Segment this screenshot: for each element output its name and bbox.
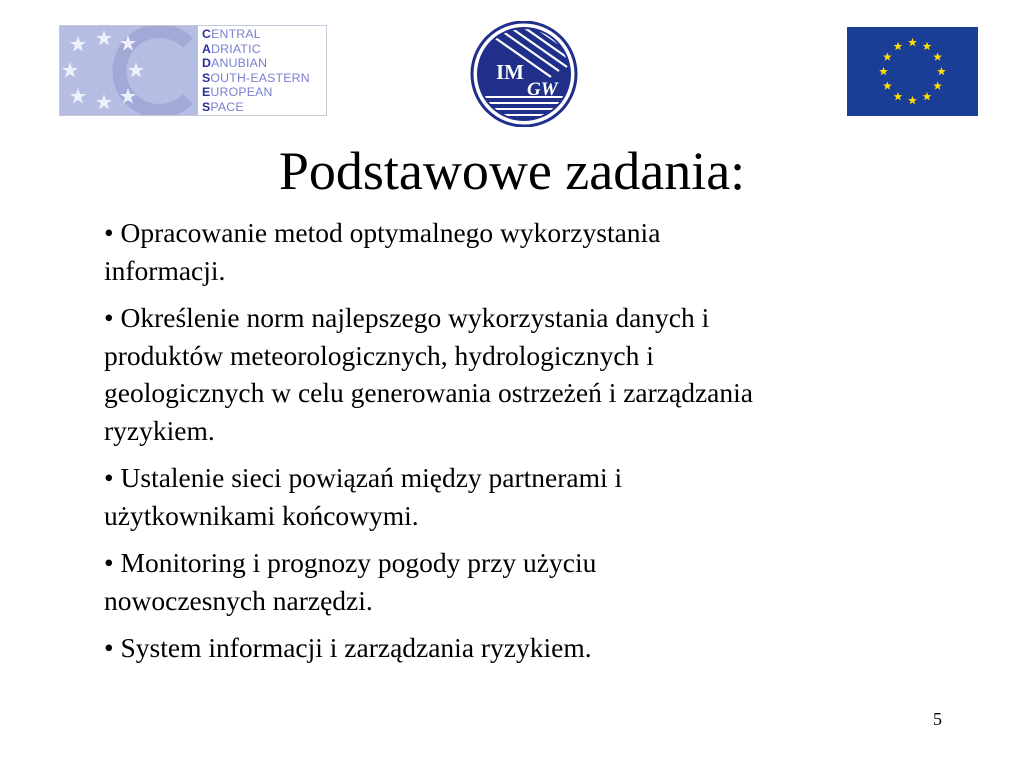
eu-star-icon — [937, 67, 946, 75]
bullet-line: informacji. — [104, 254, 226, 286]
bullet-list — [104, 214, 944, 677]
bullet-line: produktów meteorologicznych, hydrologicznych i — [104, 339, 654, 371]
bullet-item — [104, 459, 944, 534]
bullet-line: • Określenie norm najlepszego wykorzystania danych i — [104, 302, 710, 333]
cadses-line: DANUBIAN — [202, 56, 268, 71]
cadses-emblem-icon — [60, 26, 198, 115]
eu-star-icon — [933, 52, 942, 60]
bullet-line: geologicznych w celu generowania ostrzeżeń i zarządzania — [104, 377, 753, 408]
eu-star-icon — [894, 42, 903, 50]
bullet-line: użytkownikami końcowymi. — [104, 499, 419, 531]
imgw-text-bottom: GW — [527, 79, 558, 100]
bullet-line: ryzykiem. — [104, 414, 215, 446]
cadses-logo — [59, 25, 327, 116]
cadses-line: ADRIATIC — [202, 41, 261, 56]
bullet-line: • Monitoring i prognozy pogody przy użyciu — [104, 547, 597, 578]
cadses-line: CENTRAL — [202, 27, 261, 41]
imgw-logo — [469, 21, 579, 127]
cadses-line: SPACE — [202, 99, 244, 114]
bullet-line: nowoczesnych narzędzi. — [104, 584, 373, 616]
eu-star-icon — [923, 42, 932, 50]
bullet-line: • Opracowanie metod optymalnego wykorzystania — [104, 217, 661, 248]
eu-flag — [847, 27, 978, 116]
bullet-item — [104, 544, 944, 619]
eu-star-icon — [894, 92, 903, 100]
eu-star-icon — [923, 92, 932, 100]
bullet-line: • Ustalenie sieci powiązań między partnerami i — [104, 462, 623, 493]
cadses-star-c-mark — [60, 26, 198, 115]
bullet-item — [104, 629, 944, 667]
cadses-line: EUROPEAN — [202, 85, 273, 100]
eu-star-icon — [883, 81, 892, 89]
page-number: 5 — [933, 709, 942, 729]
bullet-line: • System informacji i zarządzania ryzykiem. — [104, 632, 592, 663]
cadses-name-text — [202, 27, 310, 115]
eu-star-icon — [933, 81, 942, 89]
eu-star-icon — [883, 52, 892, 60]
eu-star-icon — [879, 67, 888, 75]
eu-star-icon — [908, 96, 917, 104]
cadses-line: SOUTH-EASTERN — [202, 70, 310, 85]
bullet-item — [104, 299, 944, 449]
eu-stars-icon — [847, 27, 978, 116]
imgw-text-top: IM — [496, 60, 524, 84]
slide-title: Podstawowe zadania: — [278, 141, 746, 201]
eu-star-icon — [908, 38, 917, 46]
bullet-item — [104, 214, 944, 289]
